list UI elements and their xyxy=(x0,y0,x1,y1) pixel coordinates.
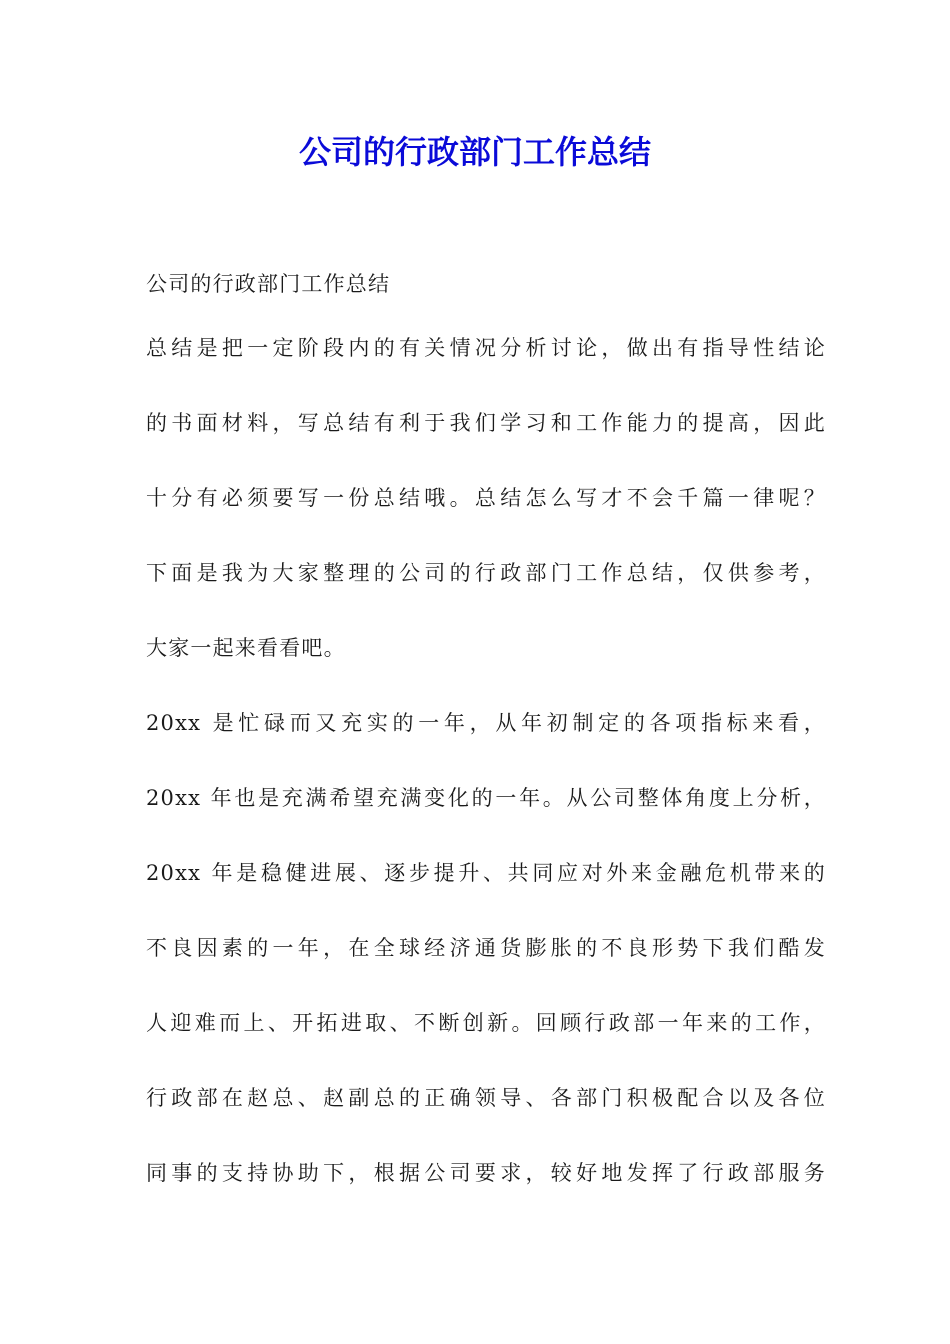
paragraph-line: 大家一起来看看吧。 xyxy=(146,636,346,660)
document-body xyxy=(146,262,826,1226)
paragraph-line: 下面是我为大家整理的公司的行政部门工作总结，仅供参考， xyxy=(146,561,826,585)
paragraph-line: 20xx 年是稳健进展、逐步提升、共同应对外来金融危机带来的 xyxy=(146,861,826,885)
paragraph-line: 20xx 年也是充满希望充满变化的一年。从公司整体角度上分析， xyxy=(146,786,826,810)
document-title: 公司的行政部门工作总结 xyxy=(298,133,651,171)
paragraph-line: 不良因素的一年，在全球经济通货膨胀的不良形势下我们酷发 xyxy=(146,936,826,960)
paragraph-line: 的书面材料，写总结有利于我们学习和工作能力的提高，因此 xyxy=(146,411,826,435)
subtitle-line: 公司的行政部门工作总结 xyxy=(146,272,391,296)
paragraph-line: 十分有必须要写一份总结哦。总结怎么写才不会千篇一律呢？ xyxy=(146,486,826,510)
paragraph-line: 20xx 是忙碌而又充实的一年，从年初制定的各项指标来看， xyxy=(146,711,826,735)
paragraph-line: 同事的支持协助下，根据公司要求，较好地发挥了行政部服务 xyxy=(146,1161,826,1185)
paragraph-line: 行政部在赵总、赵副总的正确领导、各部门积极配合以及各位 xyxy=(146,1086,826,1110)
paragraph-line: 人迎难而上、开拓进取、不断创新。回顾行政部一年来的工作， xyxy=(146,1011,826,1035)
paragraph-line: 总结是把一定阶段内的有关情况分析讨论，做出有指导性结论 xyxy=(146,336,826,360)
